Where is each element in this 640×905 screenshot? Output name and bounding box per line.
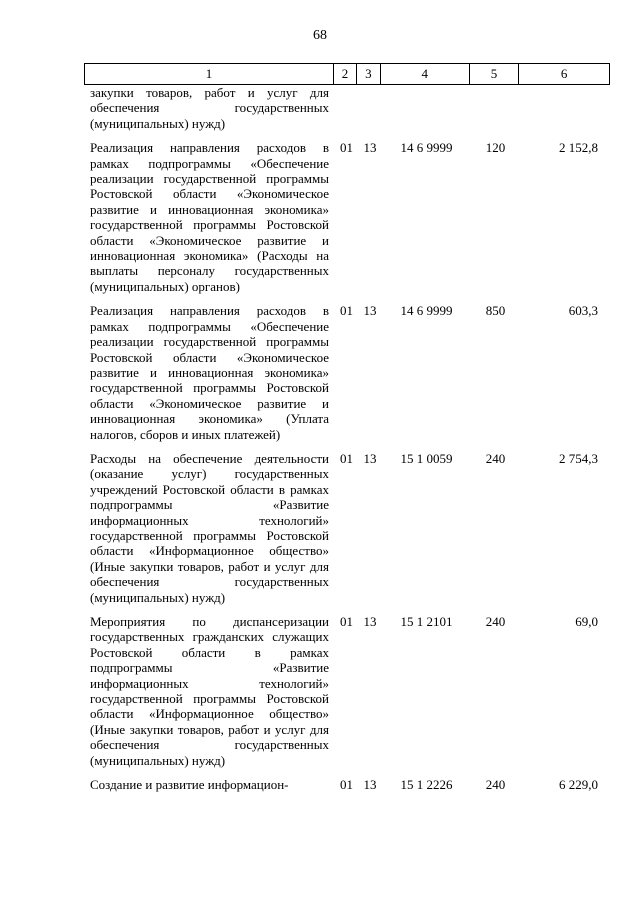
row-code-3	[358, 85, 382, 131]
row-code-2: 01	[340, 140, 353, 156]
table-body	[84, 85, 610, 792]
row-code-3: 13	[363, 140, 377, 156]
header-col-5: 5	[470, 64, 520, 84]
table-row	[84, 85, 610, 131]
row-code-4: 15 1 2226	[400, 777, 453, 793]
row-code-3: 13	[363, 777, 377, 793]
row-code-2: 01	[340, 303, 353, 319]
row-code-2: 01	[340, 450, 353, 466]
row-amount: 603,3	[568, 303, 598, 319]
table-row	[84, 777, 610, 792]
header-col-4: 4	[381, 64, 470, 84]
row-code-2	[335, 85, 358, 131]
row-code-4	[382, 85, 471, 131]
page-number: 68	[313, 28, 327, 43]
row-code-3: 13	[363, 303, 377, 319]
row-name: Мероприятия по диспансеризации государственных гражданских служащих Ростовской области в рамках подпрограммы «Развитие информационных технологий» государственной программы Ростовской области «Информационное общество» (Иные закупки товаров, работ и услуг для обеспечения государственных (муниципальных) нужд)	[90, 614, 329, 768]
row-code-2: 01	[340, 777, 353, 793]
table-row	[84, 614, 610, 768]
row-amount: 6 229,0	[559, 777, 598, 793]
row-name: Создание и развитие информацион-	[90, 777, 289, 793]
row-code-4: 15 1 2101	[400, 614, 453, 629]
row-code-5: 850	[485, 303, 506, 319]
header-col-1: 1	[85, 64, 334, 84]
header-col-2: 2	[334, 64, 357, 84]
row-name: Реализация направления расходов в рамках подпрограммы «Обеспечение реализации государственной программы Ростовской области «Экономическое развитие и инновационная экономика» государственной программы Ростовской области «Экономическое развитие и инновационная экономика» (Расходы на выплаты персоналу государственных (муниципальных) органов)	[90, 140, 329, 294]
row-name: Реализация направления расходов в рамках подпрограммы «Обеспечение реализации государственной программы Ростовской области «Экономическое развитие и инновационная экономика» государственной программы Ростовской области «Экономическое развитие и инновационная экономика» (Уплата налогов, сборов и иных платежей)	[90, 303, 329, 442]
row-code-3: 13	[363, 614, 377, 629]
row-code-5: 240	[485, 450, 506, 466]
row-code-4: 14 6 9999	[400, 303, 453, 319]
row-code-5: 240	[485, 777, 506, 793]
row-code-4: 14 6 9999	[400, 140, 453, 156]
row-code-5: 240	[485, 614, 506, 629]
table-row	[84, 140, 610, 294]
table-header	[84, 63, 610, 85]
row-amount: 69,0	[575, 614, 598, 629]
row-name: закупки товаров, работ и услуг для обеспечения государственных (муниципальных) нужд)	[90, 85, 329, 131]
row-code-5: 120	[485, 140, 506, 156]
row-amount: 2 754,3	[559, 450, 598, 466]
table-row	[84, 451, 610, 605]
row-code-2: 01	[340, 614, 353, 629]
row-code-3: 13	[363, 450, 377, 466]
row-code-4: 15 1 0059	[400, 450, 453, 466]
row-name: Расходы на обеспечение деятельности (оказание услуг) государственных учреждений Ростовской области в рамках подпрограммы «Развитие информационных технологий» государственной программы Ростовской области «Информационное общество» (Иные закупки товаров, работ и услуг для обеспечения государственных (муниципальных) нужд)	[90, 450, 329, 605]
table-row	[84, 303, 610, 442]
header-col-6: 6	[560, 66, 568, 81]
row-code-5	[471, 85, 520, 131]
row-amount: 2 152,8	[559, 140, 598, 156]
row-amount	[520, 85, 610, 131]
header-col-3: 3	[357, 64, 381, 84]
